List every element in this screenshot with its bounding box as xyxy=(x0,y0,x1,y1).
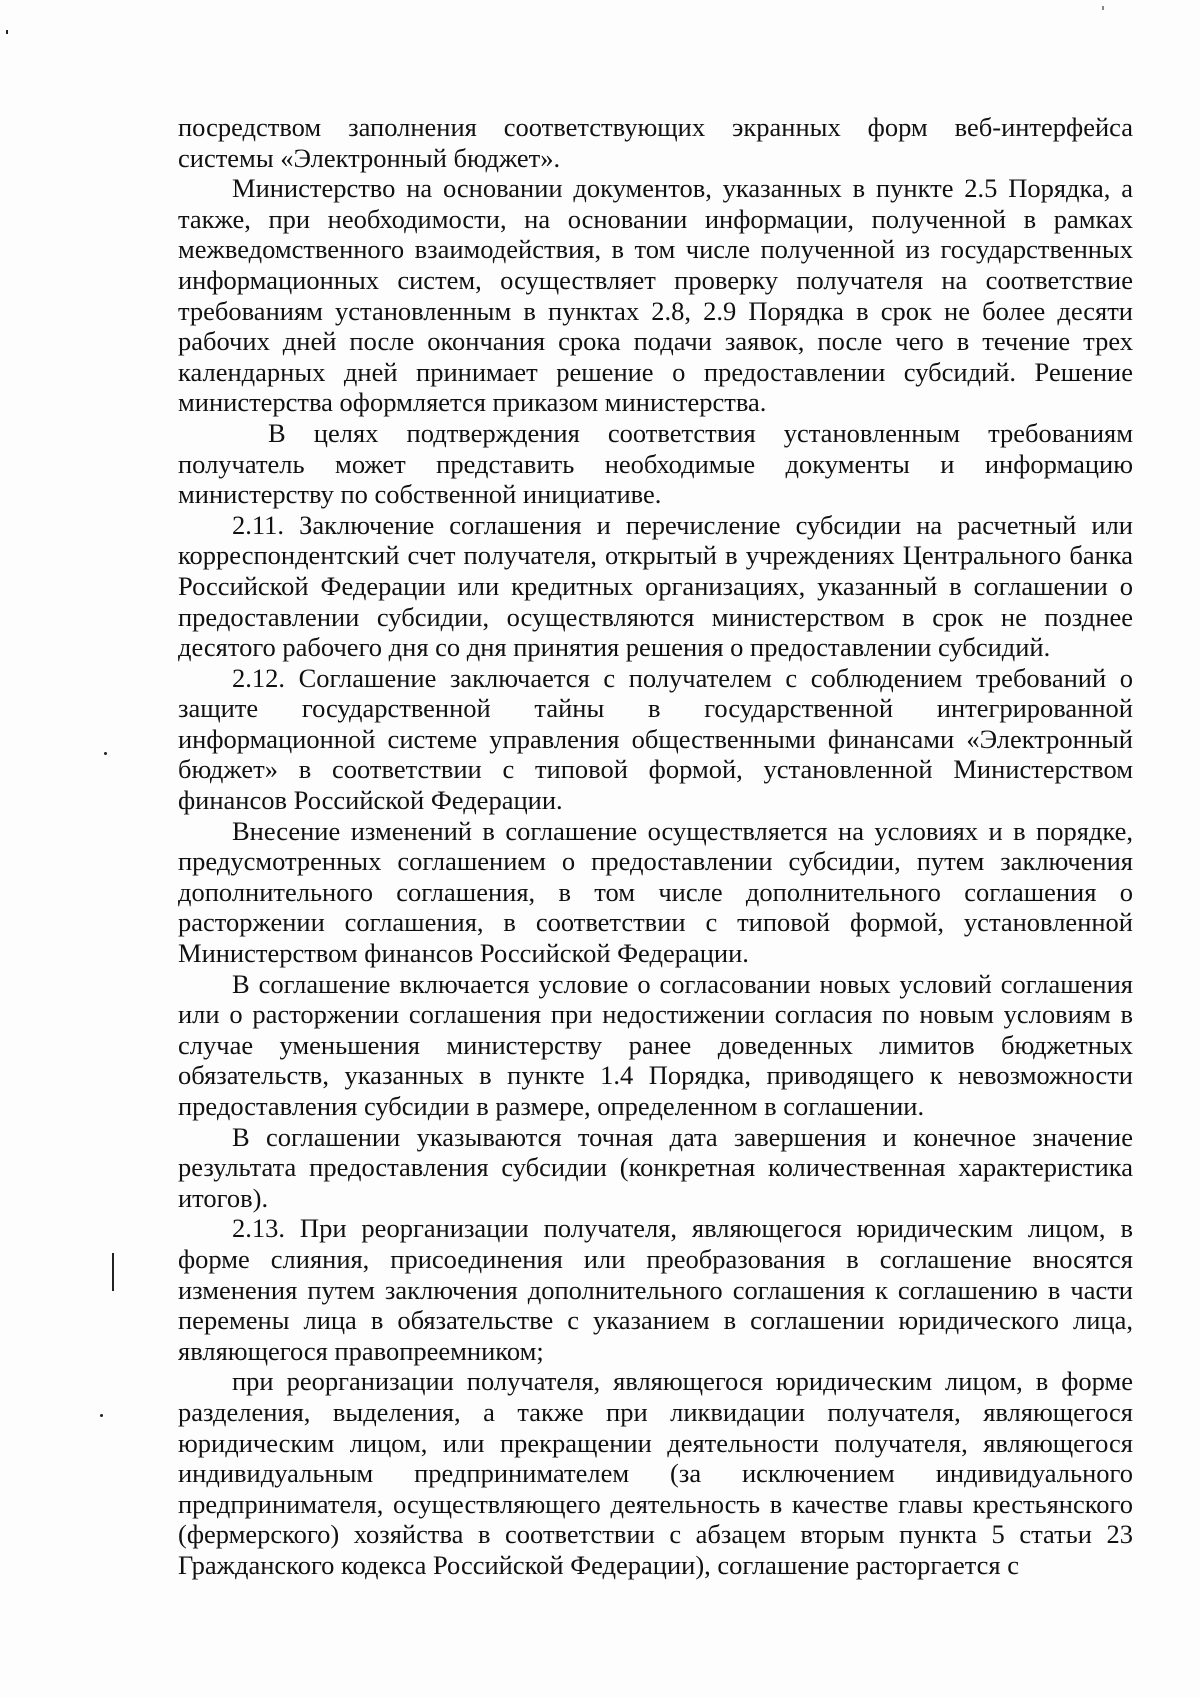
scan-speck xyxy=(1102,6,1104,10)
paragraph-continuation: посредством заполнения соответствующих экранных форм веб-интерфейса системы «Электронный бюджет». xyxy=(178,112,1133,173)
paragraph-completion-date: В соглашении указываются точная дата завершения и конечное значение результата предоставления субсидии (конкретная количественная характеристика итогов). xyxy=(178,1121,1133,1213)
scan-speck xyxy=(100,1414,103,1417)
scan-margin-line xyxy=(112,1253,114,1291)
paragraph-2-13: 2.13. При реорганизации получателя, являющегося юридическим лицом, в форме слияния, присоединения или преобразования в соглашение вносятся изменения путем заключения дополнительного соглашения к соглашению в части перемены лица в обязательстве с указанием в соглашении юридического лица, являющегося правопреемником; xyxy=(178,1213,1133,1366)
paragraph-new-conditions: В соглашение включается условие о согласовании новых условий соглашения или о расторжении соглашения при недостижении согласия по новым условиям в случае уменьшения министерству ранее доведенных лимитов бюджетных обязательств, указанных в пункте 1.4 Порядка, приводящего к невозможности предоставления субсидии в размере, определенном в соглашении. xyxy=(178,968,1133,1121)
paragraph-ministry-check: Министерство на основании документов, указанных в пункте 2.5 Порядка, а также, при необходимости, на основании информации, полученной в рамках межведомственного взаимодействия, в том числе полученной из государственных информационных систем, осуществляет проверку получателя на соответствие требованиям установленным в пунктах 2.8, 2.9 Порядка в срок не более десяти рабочих дней после окончания срока подачи заявок, после чего в течение трех календарных дней принимает решение о предоставлении субсидий. Решение министерства оформляется приказом министерства. xyxy=(178,173,1133,418)
scan-speck xyxy=(104,752,107,755)
paragraph-initiative: В целях подтверждения соответствия установленным требованиям получатель может представить необходимые документы и информацию министерству по собственной инициативе. xyxy=(178,417,1133,510)
scan-speck xyxy=(6,30,8,34)
paragraph-reorganization: при реорганизации получателя, являющегося юридическим лицом, в форме разделения, выделения, а также при ликвидации получателя, являющегося юридическим лицом, или прекращении деятельности получателя, являющегося индивидуальным предпринимателем (за исключением индивидуального предпринимателя, осуществляющего деятельность в качестве главы крестьянского (фермерского) хозяйства в соответствии с абзацем вторым пункта 5 статьи 23 Гражданского кодекса Российской Федерации), соглашение расторгается с xyxy=(178,1366,1133,1580)
paragraph-amendments: Внесение изменений в соглашение осуществляется на условиях и в порядке, предусмотренных соглашением о предоставлении субсидии, путем заключения дополнительного соглашения, в том числе дополнительного соглашения о расторжении соглашения, в соответствии с типовой формой, установленной Министерством финансов Российской Федерации. xyxy=(178,815,1133,969)
document-body xyxy=(178,112,1133,1581)
paragraph-2-11: 2.11. Заключение соглашения и перечисление субсидии на расчетный или корреспондентский счет получателя, открытый в учреждениях Центрального банка Российской Федерации или кредитных организациях, указанный в соглашении о предоставлении субсидии, осуществляются министерством в срок не позднее десятого рабочего дня со дня принятия решения о предоставлении субсидий. xyxy=(178,509,1133,663)
paragraph-2-12: 2.12. Соглашение заключается с получателем с соблюдением требований о защите государственной тайны в государственной интегрированной информационной системе управления общественными финансами «Электронный бюджет» в соответствии с типовой формой, установленной Министерством финансов Российской Федерации. xyxy=(178,662,1133,816)
